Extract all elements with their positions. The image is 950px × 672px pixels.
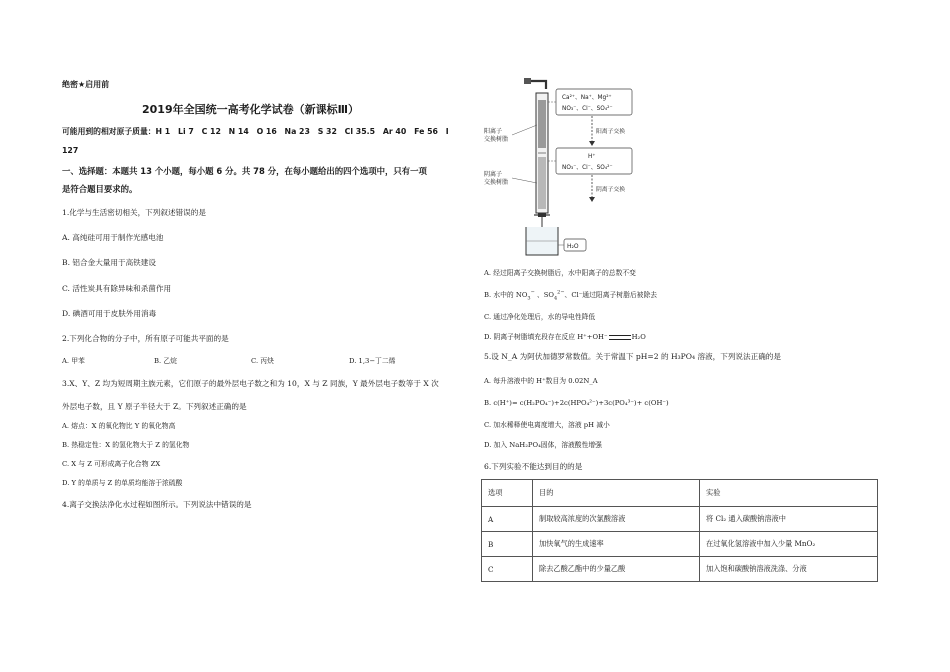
atomic-masses-line1: 可能用到的相对原子质量：H 1 Li 7 C 12 N 14 O 16 Na 23 S 32 Cl 35.5 Ar 40 Fe 56 I <box>62 127 449 136</box>
q4-option-a: A. 经过阳离子交换树脂后，水中阳离子的总数不变 <box>484 269 636 277</box>
cation-resin-fill <box>538 100 546 148</box>
confidential-mark: 绝密★启用前 <box>62 80 110 89</box>
q1-stem: 1.化学与生活密切相关，下列叙述错误的是 <box>62 208 206 217</box>
q2-option-c: C. 丙炔 <box>251 357 274 365</box>
q6-row-b-experiment: 在过氧化氢溶液中加入少量 MnO₂ <box>700 532 878 557</box>
q3-option-c: C. X 与 Z 可形成离子化合物 ZX <box>62 460 161 468</box>
raw-cations: Ca²⁺、Na⁺、Mg²⁺ <box>562 95 612 101</box>
q1-option-d: D. 碘酒可用于皮肤外用消毒 <box>62 309 157 318</box>
q6-table-header <box>482 480 878 507</box>
faucet-valve <box>524 78 531 84</box>
q6-row-b-purpose: 加快氧气的生成速率 <box>533 532 700 557</box>
q6-table <box>481 479 878 582</box>
pure-water-label: H₂O <box>567 243 579 250</box>
q6-row-a-option: A <box>482 507 533 532</box>
q2-option-d: D. 1,3−丁二烯 <box>349 357 396 365</box>
table-row <box>482 532 878 557</box>
section-heading-line1: 一、选择题：本题共 13 个小题，每小题 6 分。共 78 分，在每小题给出的四个选项中，只有一项 <box>62 166 427 176</box>
q4-option-c: C. 通过净化处理后，水的导电性降低 <box>484 313 596 321</box>
q6-row-c-purpose: 除去乙酸乙酯中的少量乙酸 <box>533 557 700 582</box>
q6-row-c-experiment: 加入饱和碳酸钠溶液洗涤、分液 <box>700 557 878 582</box>
atomic-masses-line2: 127 <box>62 146 79 155</box>
page-title: 2019年全国统一高考化学试卷（新课标Ⅲ） <box>142 103 360 116</box>
q5-stem: 5.设 N_A 为阿伏加德罗常数值。关于常温下 pH=2 的 H₃PO₄ 溶液，下列说法正确的是 <box>484 352 781 361</box>
q6-header-experiment: 实验 <box>700 480 878 507</box>
anion-exchange-arrow-label: 阴离子交换 <box>596 187 625 193</box>
q3-option-a: A. 熔点：X 的氧化物比 Y 的氧化物高 <box>62 422 176 430</box>
q6-header-purpose: 目的 <box>533 480 700 507</box>
q4-option-d: D. 阴离子树脂填充段存在反应 H⁺+OH⁻ H₂O <box>484 333 646 341</box>
faucet-pipe <box>530 81 546 89</box>
anion-resin-label1: 阴离子 <box>484 171 503 178</box>
anion-resin-fill <box>538 157 546 209</box>
q1-option-b: B. 铝合金大量用于高铁建设 <box>62 258 156 267</box>
after-cation-anions: NO₃⁻、Cl⁻、SO₄²⁻ <box>562 165 613 171</box>
ion-exchange-figure <box>480 75 640 260</box>
q3-option-b: B. 热稳定性：X 的氢化物大于 Z 的氢化物 <box>62 441 190 449</box>
q4-stem: 4.离子交换法净化水过程如图所示。下列说法中错误的是 <box>62 500 252 509</box>
anion-resin-label2: 交换树脂 <box>484 179 509 186</box>
q5-option-d: D. 加入 NaH₂PO₄固体，溶液酸性增强 <box>484 441 602 449</box>
table-row <box>482 557 878 582</box>
q6-row-b-option: B <box>482 532 533 557</box>
q6-row-a-experiment: 将 Cl₂ 通入碳酸钠溶液中 <box>700 507 878 532</box>
q5-option-c: C. 加水稀释使电离度增大，溶液 pH 减小 <box>484 421 610 429</box>
q2-option-a: A. 甲苯 <box>62 357 85 365</box>
q3-stem-line2: 外层电子数，且 Y 原子半径大于 Z。下列叙述正确的是 <box>62 402 247 411</box>
table-row <box>482 507 878 532</box>
q1-option-c: C. 活性炭具有除异味和杀菌作用 <box>62 284 172 293</box>
raw-anions: NO₃⁻、Cl⁻、SO₄²⁻ <box>562 106 613 112</box>
q6-header-option: 选项 <box>482 480 533 507</box>
cation-exchange-arrow-label: 阳离子交换 <box>596 129 625 135</box>
cation-resin-label2: 交换树脂 <box>484 136 509 143</box>
cation-resin-label1: 阳离子 <box>484 128 503 135</box>
q6-stem: 6.下列实验不能达到目的的是 <box>484 462 583 471</box>
q3-stem-line1: 3.X、Y、Z 均为短周期主族元素，它们原子的最外层电子数之和为 10，X 与 Z 同族，Y 最外层电子数等于 X 次 <box>62 379 439 388</box>
q2-option-b: B. 乙烷 <box>154 357 177 365</box>
q5-option-a: A. 每升溶液中的 H⁺数目为 0.02N_A <box>484 377 598 385</box>
section-heading-line2: 是符合题目要求的。 <box>62 184 138 194</box>
q1-option-a: A. 高纯硅可用于制作光感电池 <box>62 233 164 242</box>
q5-option-b: B. c(H⁺)= c(H₂PO₄⁻)+2c(HPO₄²⁻)+3c(PO₄³⁻)+ c(OH⁻) <box>484 399 669 407</box>
q3-option-d: D. Y 的单质与 Z 的单质均能溶于浓硫酸 <box>62 479 183 487</box>
q4-option-b: B. 水中的 $NO_3^-$ 、$SO_4^{2-}$、Cl⁻通过阳离子树脂后被除去 <box>484 289 658 302</box>
q6-row-a-purpose: 制取较高浓度的次氯酸溶液 <box>533 507 700 532</box>
q6-row-c-option: C <box>482 557 533 582</box>
after-cation-h: H⁺ <box>588 154 596 160</box>
q2-stem: 2.下列化合物的分子中，所有原子可能共平面的是 <box>62 334 229 343</box>
